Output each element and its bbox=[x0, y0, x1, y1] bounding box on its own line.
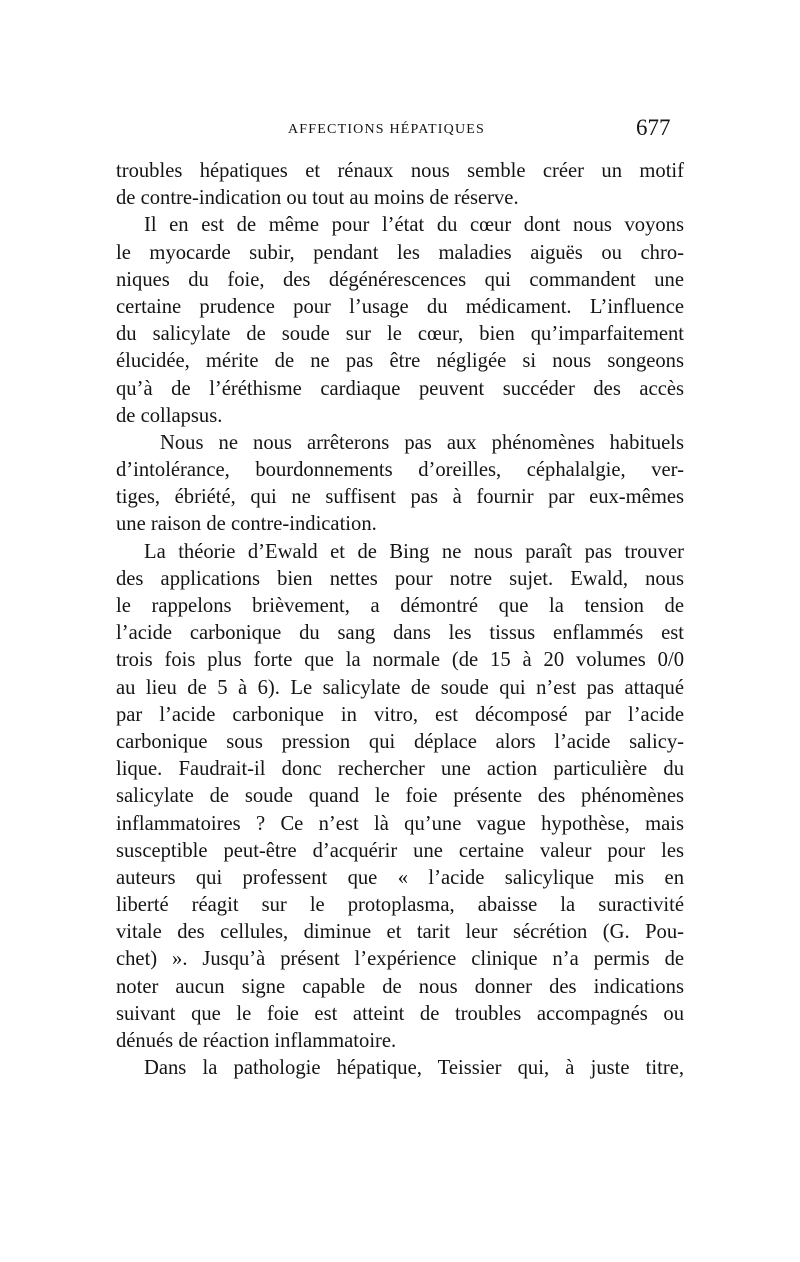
text-line: vitale des cellules, diminue et tarit leur sécrétion (G. Pou- bbox=[116, 921, 684, 944]
text-line: troubles hépatiques et rénaux nous semble créer un motif bbox=[116, 160, 684, 182]
text-line: trois fois plus forte que la normale (de 15 à 20 volumes 0/0 bbox=[116, 649, 684, 672]
body-text bbox=[116, 158, 684, 1082]
text-line: le rappelons brièvement, a démontré que la tension de bbox=[116, 595, 684, 617]
text-line: de collapsus. bbox=[116, 404, 223, 427]
text-line: dénués de réaction inflammatoire. bbox=[116, 1030, 397, 1052]
text-line: d’intolérance, bourdonnements d’oreilles, céphalalgie, ver- bbox=[116, 459, 684, 482]
text-line: tiges, ébriété, qui ne suffisent pas à fournir par eux-mêmes bbox=[116, 486, 684, 509]
text-line: le myocarde subir, pendant les maladies aiguës ou chro- bbox=[116, 241, 684, 264]
text-line: inflammatoires ? Ce n’est là qu’une vague hypothèse, mais bbox=[116, 812, 684, 835]
text-line: carbonique sous pression qui déplace alors l’acide salicy- bbox=[116, 730, 684, 753]
text-line: salicylate de soude quand le foie présente des phénomènes bbox=[116, 785, 684, 808]
text-line: par l’acide carbonique in vitro, est décomposé par l’acide bbox=[116, 703, 684, 726]
running-head: AFFECTIONS HÉPATIQUES bbox=[288, 122, 485, 137]
text-line: du salicylate de soude sur le cœur, bien qu’imparfaitement bbox=[116, 323, 684, 346]
text-line: susceptible peut-être d’acquérir une certaine valeur pour les bbox=[116, 839, 684, 862]
text-line: certaine prudence pour l’usage du médicament. L’influence bbox=[116, 295, 684, 318]
page-number: 677 bbox=[636, 115, 671, 140]
text-line: une raison de contre-indication. bbox=[116, 513, 377, 536]
text-line: lique. Faudrait-il donc rechercher une action particulière du bbox=[116, 758, 684, 781]
text-line: l’acide carbonique du sang dans les tissus enflammés est bbox=[116, 622, 684, 645]
text-line: des applications bien nettes pour notre sujet. Ewald, nous bbox=[116, 567, 684, 590]
text-line: suivant que le foie est atteint de troubles accompagnés ou bbox=[116, 1002, 684, 1025]
paragraph-start-line: Dans la pathologie hépatique, Teissier qui, à juste titre, bbox=[144, 1057, 684, 1080]
paragraph-start-line: La théorie d’Ewald et de Bing ne nous paraît pas trouver bbox=[144, 540, 684, 563]
paragraph-start-line: Nous ne nous arrêterons pas aux phénomènes habituels bbox=[160, 431, 684, 454]
text-line: de contre-indication ou tout au moins de réserve. bbox=[116, 187, 519, 210]
text-line: au lieu de 5 à 6). Le salicylate de soude qui n’est pas attaqué bbox=[116, 676, 684, 699]
text-line: auteurs qui professent que « l’acide salicylique mis en bbox=[116, 866, 684, 889]
text-line: qu’à de l’éréthisme cardiaque peuvent succéder des accès bbox=[116, 377, 684, 400]
text-line: élucidée, mérite de ne pas être négligée si nous songeons bbox=[116, 350, 684, 373]
text-line: chet) ». Jusqu’à présent l’expérience clinique n’a permis de bbox=[116, 948, 684, 971]
text-line: niques du foie, des dégénérescences qui commandent une bbox=[116, 268, 684, 291]
paragraph-start-line: Il en est de même pour l’état du cœur dont nous voyons bbox=[144, 214, 684, 237]
text-line: liberté réagit sur le protoplasma, abaisse la suractivité bbox=[116, 894, 684, 917]
text-line: noter aucun signe capable de nous donner des indications bbox=[116, 975, 684, 998]
